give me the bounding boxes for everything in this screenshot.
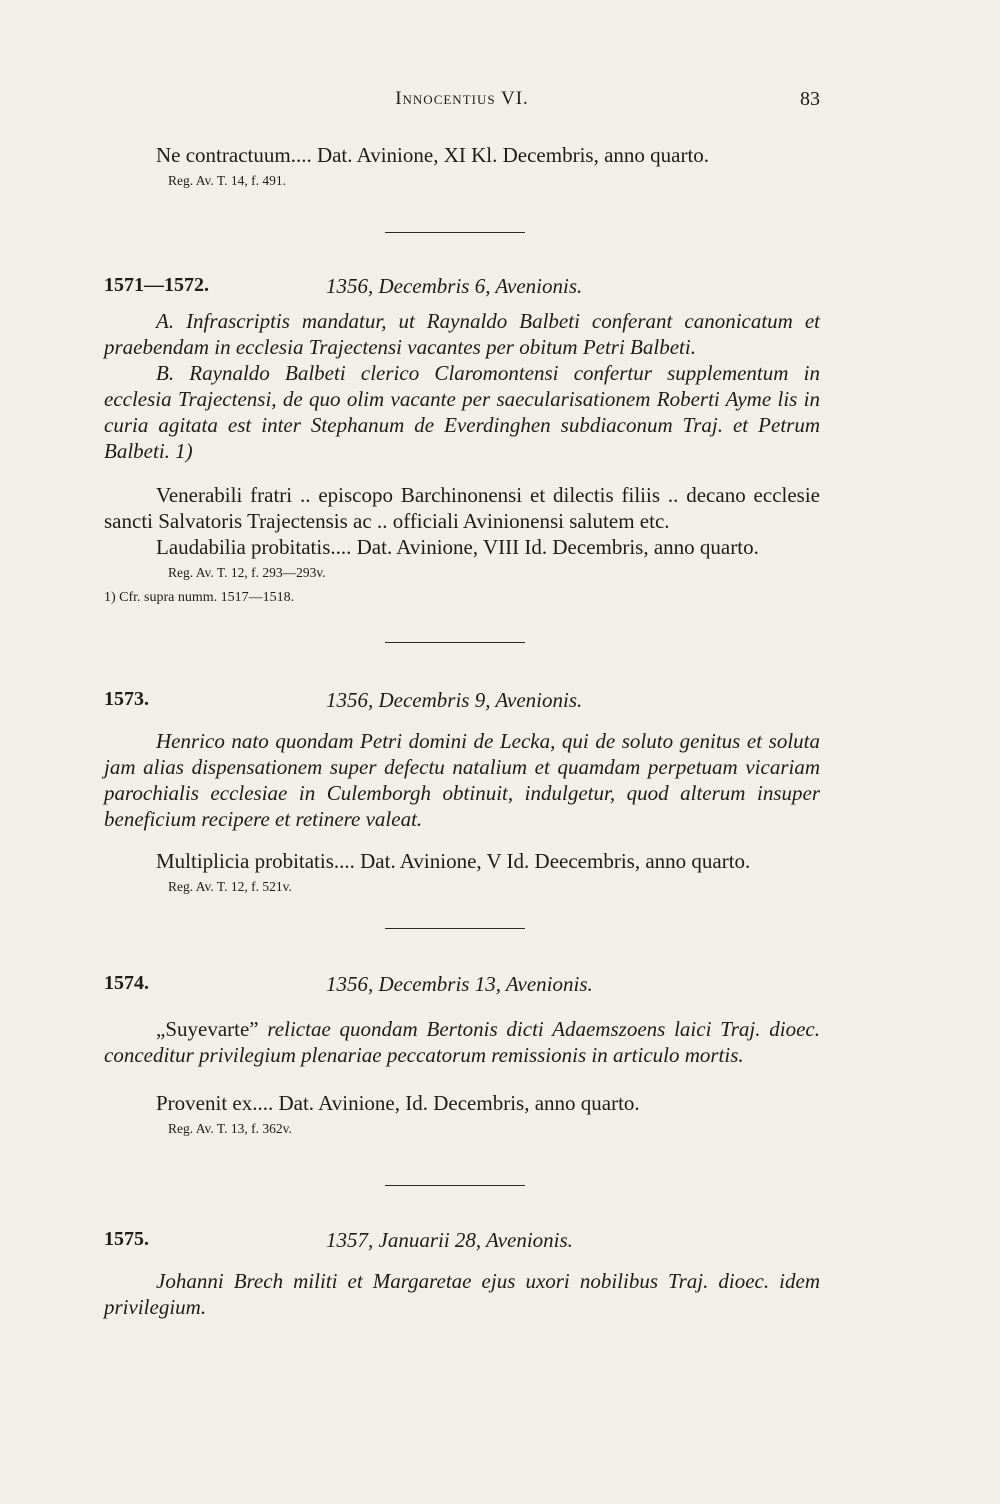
entry-number: 1575.: [104, 1228, 149, 1250]
entry-summary-lead: „Suyevarte”: [156, 1017, 259, 1041]
entry-address: Venerabili fratri .. episcopo Barchinonensi et dilectis filiis .. decano ecclesie sancti Salvatoris Trajectensis ac .. officiali Avinionensi salutem etc.: [104, 483, 820, 533]
entry-body: [104, 308, 820, 608]
closing-line: Provenit ex.... Dat. Avinione, Id. Decembris, anno quarto.: [156, 1091, 640, 1115]
separator-rule: [385, 642, 525, 643]
entry-summary-b: B. Raynaldo Balbeti clerico Claromontensi confertur supplementum in ecclesia Trajectensi, de quo olim vacante per saecularisationem Roberti Ayme lis in curia agitata est inter Stephanum de Everdinghen subdiaconum Traj. et Petrum Balbeti. 1): [104, 361, 820, 463]
entry-heading: [104, 688, 820, 714]
entry-number: 1574.: [104, 972, 149, 994]
previous-entry-tail: [104, 142, 820, 190]
entry-heading: [104, 1228, 820, 1254]
closing-line: Ne contractuum.... Dat. Avinione, XI Kl. Decembris, anno quarto.: [156, 143, 710, 167]
closing-line: Laudabilia probitatis.... Dat. Avinione, VIII Id. Decembris, anno quarto.: [156, 535, 759, 559]
entry-summary: Johanni Brech militi et Margaretae ejus uxori nobilibus Traj. dioec. idem privilegium.: [104, 1269, 820, 1319]
entry-body: [104, 1268, 820, 1320]
entry-summary-text: relictae quondam Bertonis dicti Adaemszoens laici Traj. dioec. conceditur privilegium plenariae peccatorum remissionis in articulo mortis.: [104, 1017, 820, 1067]
register-reference: Reg. Av. T. 12, f. 293—293v.: [168, 565, 326, 580]
separator-rule: [385, 928, 525, 929]
entry-body: [104, 728, 820, 896]
entry-summary: [104, 1016, 820, 1068]
register-reference: Reg. Av. T. 14, f. 491.: [168, 173, 286, 188]
entry-date: 1356, Decembris 6, Avenionis.: [326, 274, 583, 298]
separator-rule: [385, 232, 525, 233]
entry-date: 1356, Decembris 13, Avenionis.: [326, 972, 593, 996]
page-header: [104, 88, 820, 118]
entry-number: 1571—1572.: [104, 274, 209, 296]
footnote: 1) Cfr. supra numm. 1517—1518.: [104, 590, 295, 605]
closing-line: Multiplicia probitatis.... Dat. Avinione, V Id. Deecembris, anno quarto.: [156, 849, 751, 873]
entry-heading: [104, 274, 820, 300]
running-title: Innocentius VI.: [395, 88, 529, 109]
entry-summary: Henrico nato quondam Petri domini de Lecka, qui de soluto genitus et soluta jam alias dispensationem super defectu natalium et quamdam perpetuam vicariam parochialis ecclesiae in Culemborgh obtinuit, indulgetur, quod alterum insuper beneficium recipere et retinere valeat.: [104, 729, 820, 831]
entry-heading: [104, 972, 820, 998]
entry-body: [104, 1016, 820, 1138]
entry-date: 1356, Decembris 9, Avenionis.: [326, 688, 583, 712]
page-number: 83: [800, 88, 820, 110]
entry-summary-a: A. Infrascriptis mandatur, ut Raynaldo Balbeti conferant canonicatum et praebendam in ecclesia Trajectensi vacantes per obitum Petri Balbeti.: [104, 309, 820, 359]
register-reference: Reg. Av. T. 12, f. 521v.: [168, 879, 292, 894]
separator-rule: [385, 1185, 525, 1186]
entry-number: 1573.: [104, 688, 149, 710]
register-reference: Reg. Av. T. 13, f. 362v.: [168, 1121, 292, 1136]
entry-date: 1357, Januarii 28, Avenionis.: [326, 1228, 573, 1252]
